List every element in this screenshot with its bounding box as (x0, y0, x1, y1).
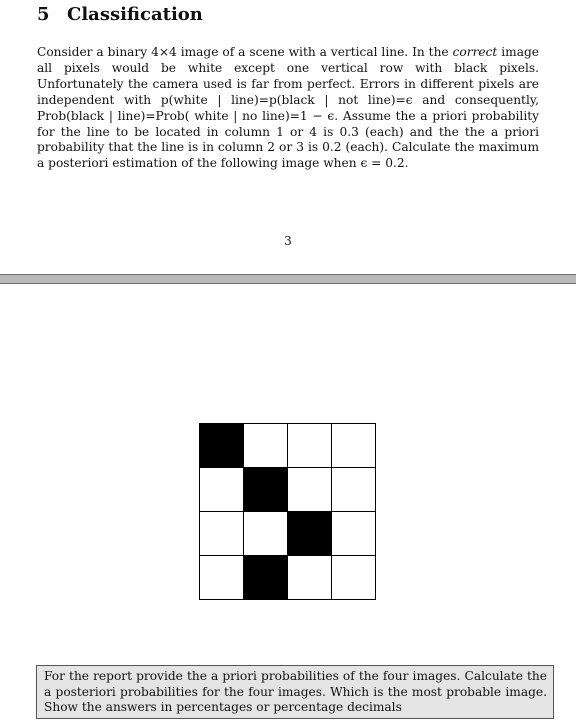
grid-cell-r1-c3 (288, 424, 332, 468)
binary-image-grid (199, 423, 376, 600)
page-divider (0, 274, 576, 284)
grid-cell-r3-c3 (288, 512, 332, 556)
grid-cell-r2-c4 (332, 468, 376, 512)
problem-text-rest: image all pixels would be white except one vertical row with black pixels. Unfortunately the camera used is far from perfect. Errors in different pixels are independent with p(white | line)=p(black | not line)=ϵ and consequently, Prob(black | line)=Prob( white | no line)=1 − ϵ. Assume the a priori probability for the line to be located in column 1 or 4 is 0.3 (each) and the the a priori probability that the line is in column 2 or 3 is 0.2 (each). Calculate the maximum a posteriori estimation of the following image when ϵ = 0.2. (37, 45, 540, 171)
section-title: Classification (67, 4, 203, 25)
grid-cell-r4-c1 (200, 556, 244, 600)
grid-cell-r4-c4 (332, 556, 376, 600)
page-number: 3 (284, 234, 292, 248)
grid-cell-r1-c1 (200, 424, 244, 468)
section-heading (37, 4, 203, 25)
grid-cell-r2-c2 (244, 468, 288, 512)
grid-cell-r2-c3 (288, 468, 332, 512)
grid-cell-r3-c2 (244, 512, 288, 556)
page-top (0, 0, 576, 274)
grid-cell-r3-c1 (200, 512, 244, 556)
grid-cell-r4-c2 (244, 556, 288, 600)
problem-text-start: Consider a binary 4×4 image of a scene with a vertical line. In the (37, 45, 449, 59)
problem-paragraph (37, 45, 539, 172)
grid-cell-r3-c4 (332, 512, 376, 556)
report-instructions-box (36, 665, 554, 719)
report-instructions-text: For the report provide the a priori probabilities of the four images. Calculate the a posteriori probabilities for the four images. Which is the most probable image. Show the answers in percentages or percentage decimals (44, 669, 547, 715)
grid-cell-r1-c4 (332, 424, 376, 468)
emphasis-correct: correct (452, 45, 498, 59)
section-number: 5 (37, 4, 50, 25)
grid-cell-r4-c3 (288, 556, 332, 600)
grid-cell-r1-c2 (244, 424, 288, 468)
grid-cell-r2-c1 (200, 468, 244, 512)
